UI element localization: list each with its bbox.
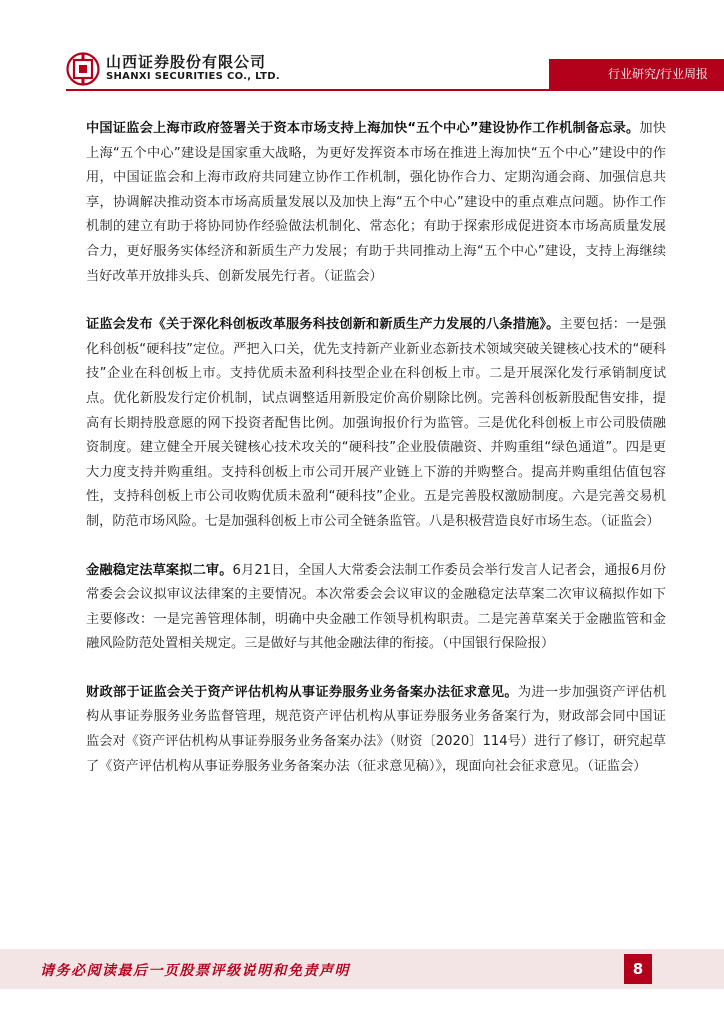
news-paragraph-4 <box>86 681 666 779</box>
page-footer <box>0 949 724 989</box>
news-paragraph-3 <box>86 559 666 657</box>
report-type-badge: 行业研究/行业周报 <box>549 59 724 89</box>
news-title-2: 证监会发布《关于深化科创板改革服务科技创新和新质生产力发展的八条措施》。 <box>86 317 560 333</box>
news-paragraph-1 <box>86 117 666 289</box>
news-body-1: 加快上海“五个中心”建设是国家重大战略，为更好发挥资本市场在推进上海加快“五个中心”建设中的作用，中国证监会和上海市政府共同建立协作工作机制，强化协作合力、定期沟通会商、加强信息共享，协调解决推动资本市场高质量发展以及加快上海“五个中心”建设中的重点难点问题。协作工作机制的建立有助于将协同协作经验做法机制化、常态化；有助于探索形成促进资本市场高质量发展合力，更好服务实体经济和新质生产力发展；有助于共同推动上海“五个中心”建设，支持上海继续当好改革开放排头兵、创新发展先行者。（证监会） <box>86 121 667 284</box>
news-body-3: 6月21日，全国人大常委会法制工作委员会举行发言人记者会，通报6月份常委会会议拟审议法律案的主要情况。本次常委会会议审议的金融稳定法草案二次审议稿拟作如下主要修改：一是完善管理体制，明确中央金融工作领导机构职责。二是完善草案关于金融监管和金融风险防范处置相关规定。三是做好与其他金融法律的衔接。（中国银行保险报） <box>86 562 667 652</box>
page-header <box>0 0 724 100</box>
news-title-4: 财政部于证监会关于资产评估机构从事证券服务业务备案办法征求意见。 <box>86 684 518 700</box>
news-title-3: 金融稳定法草案拟二审。 <box>86 562 233 578</box>
news-paragraph-2 <box>86 313 666 534</box>
article-body <box>86 117 666 803</box>
header-divider <box>66 89 724 91</box>
shanxi-securities-logo-icon <box>66 52 100 86</box>
disclaimer-notice: 请务必阅读最后一页股票评级说明和免责声明 <box>40 963 350 979</box>
news-body-4: 为进一步加强资产评估机构从事证券服务业务监督管理，规范资产评估机构从事证券服务业务备案行为，财政部会同中国证监会对《资产评估机构从事证券服务业务备案办法》（财资〔2020〕114号）进行了修订，研究起草了《资产评估机构从事证券服务业务备案办法（征求意见稿）》，现面向社会征求意见。（证监会） <box>86 684 667 774</box>
news-title-1: 中国证监会上海市政府签署关于资本市场支持上海加快“五个中心”建设协作工作机制备忘录。 <box>86 121 640 136</box>
page-number: 8 <box>624 954 652 984</box>
news-body-2: 主要包括：一是强化科创板“硬科技”定位。严把入口关，优先支持新产业新业态新技术领域突破关键核心技术的“硬科技”企业在科创板上市。支持优质未盈利科技型企业在科创板上市。二是开展深化发行承销制度试点。优化新股发行定价机制，试点调整适用新股定价高价剔除比例。完善科创板新股配售安排，提高有长期持股意愿的网下投资者配售比例。加强询报价行为监管。三是优化科创板上市公司股债融资制度。建立健全开展关键核心技术攻关的“硬科技”企业股债融资、并购重组“绿色通道”。四是更大力度支持并购重组。支持科创板上市公司开展产业链上下游的并购整合。提高并购重组估值包容性，支持科创板上市公司收购优质未盈利“硬科技”企业。五是完善股权激励制度。六是完善交易机制，防范市场风险。七是加强科创板上市公司全链条监管。八是积极营造良好市场生态。（证监会） <box>86 317 667 529</box>
company-name-cn: 山西证券股份有限公司 <box>106 53 267 71</box>
company-name-en: SHANXI SECURITIES CO., LTD. <box>106 71 280 82</box>
